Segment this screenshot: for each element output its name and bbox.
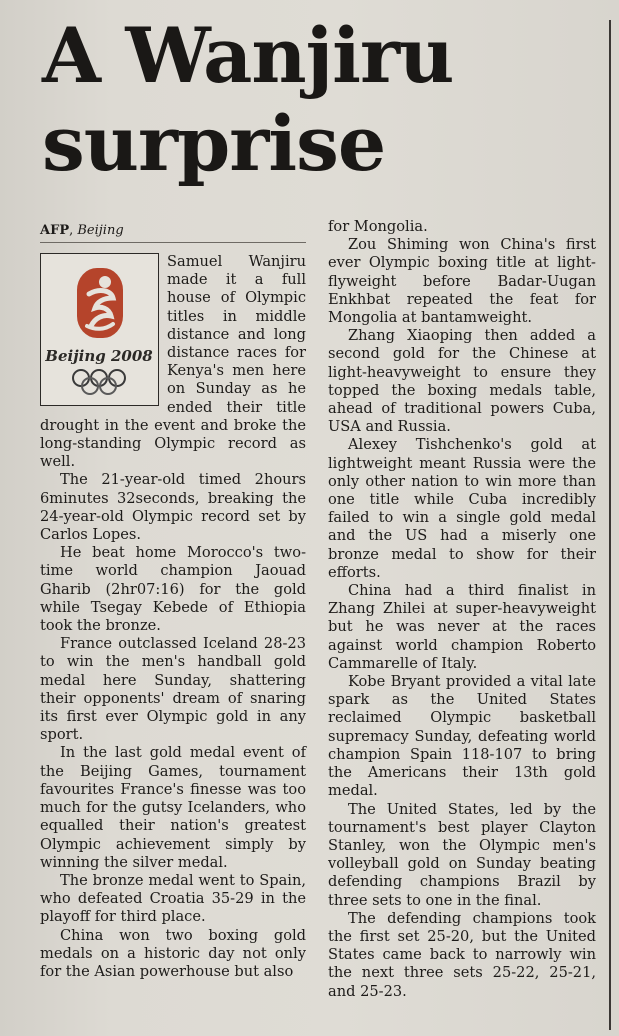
paragraph-10: Alexey Tishchenko's gold at lightweight meant Russia were the only other nation to win more than one title while Cuba incredibly failed to win a single gold medal and the US had a miserly one bronze medal to show for their efforts. — [328, 436, 596, 581]
paragraph-1: Samuel Wanjiru made it a full house of Olympic titles in middle distance and long distance races for Kenya's men here on Sunday as he ended their title drought in the event and broke the long-standing Olympic record as well. — [40, 253, 306, 471]
logo-text: Beijing 2008 — [45, 347, 153, 365]
paragraph-3: He beat home Morocco's two-time world champion Jaouad Gharib (2hr07:16) for the gold while Tsegay Kebede of Ethiopia took the bronze. — [40, 544, 306, 635]
paragraph-12: Kobe Bryant provided a vital late spark as the United States reclaimed Olympic basketball supremacy Sunday, defeating world champion Spain 118-107 to bring the Americans their 13th gold medal. — [328, 673, 596, 800]
paragraph-11: China had a third finalist in Zhang Zhilei at super-heavyweight but he was never at the races against world champion Roberto Cammarelle of Italy. — [328, 582, 596, 672]
paragraph-2: The 21-year-old timed 2hours 6minutes 32seconds, breaking the 24-year-old Olympic record set by Carlos Lopes. — [40, 471, 306, 544]
paragraph-5: In the last gold medal event of the Beijing Games, tournament favourites France's finesse was too much for the gutsy Icelanders, who equalled their nation's greatest Olympic achievement simply by winning the silver medal. — [40, 744, 306, 871]
headline — [42, 12, 602, 188]
paragraph-4: France outclassed Iceland 28-23 to win the men's handball gold medal here Sunday, shattering their opponents' dream of snaring its first ever Olympic gold in any sport. — [40, 635, 306, 744]
paragraph-13: The United States, led by the tournament's best player Clayton Stanley, won the Olympic men's volleyball gold on Sunday beating defending champions Brazil by three sets to one in the final. — [328, 800, 596, 909]
paragraph-8: Zou Shiming won China's first ever Olympic boxing title at light-flyweight before Badar-Uugan Enkhbat repeated the feat for Mongolia at bantamweight. — [328, 236, 596, 327]
paragraph-7-continued: for Mongolia. — [328, 218, 428, 235]
column-rule — [609, 20, 611, 1030]
column-2 — [328, 218, 596, 1001]
headline-line-2: surprise — [42, 99, 386, 188]
beijing-2008-logo — [40, 253, 159, 406]
paragraph-6: The bronze medal went to Spain, who defeated Croatia 35-29 in the playoff for third place. — [40, 871, 306, 926]
paragraph-14: The defending champions took the first set 25-20, but the United States came back to narrowly win the next three sets 25-22, 25-21, and 25-23. — [328, 909, 596, 1000]
beijing-emblem-icon — [41, 254, 158, 405]
byline: AFP, Beijing — [40, 220, 306, 243]
column-1 — [40, 220, 306, 981]
byline-source: AFP — [40, 223, 70, 238]
paragraph-9: Zhang Xiaoping then added a second gold for the Chinese at light-heavyweight to ensure they topped the boxing medals table, ahead of traditional powers Cuba, USA and Russia. — [328, 327, 596, 436]
paragraph-7: China won two boxing gold medals on a historic day not only for the Asian powerhouse but also — [40, 926, 306, 980]
headline-line-1: A Wanjiru — [42, 11, 454, 100]
byline-location: Beijing — [77, 223, 124, 238]
